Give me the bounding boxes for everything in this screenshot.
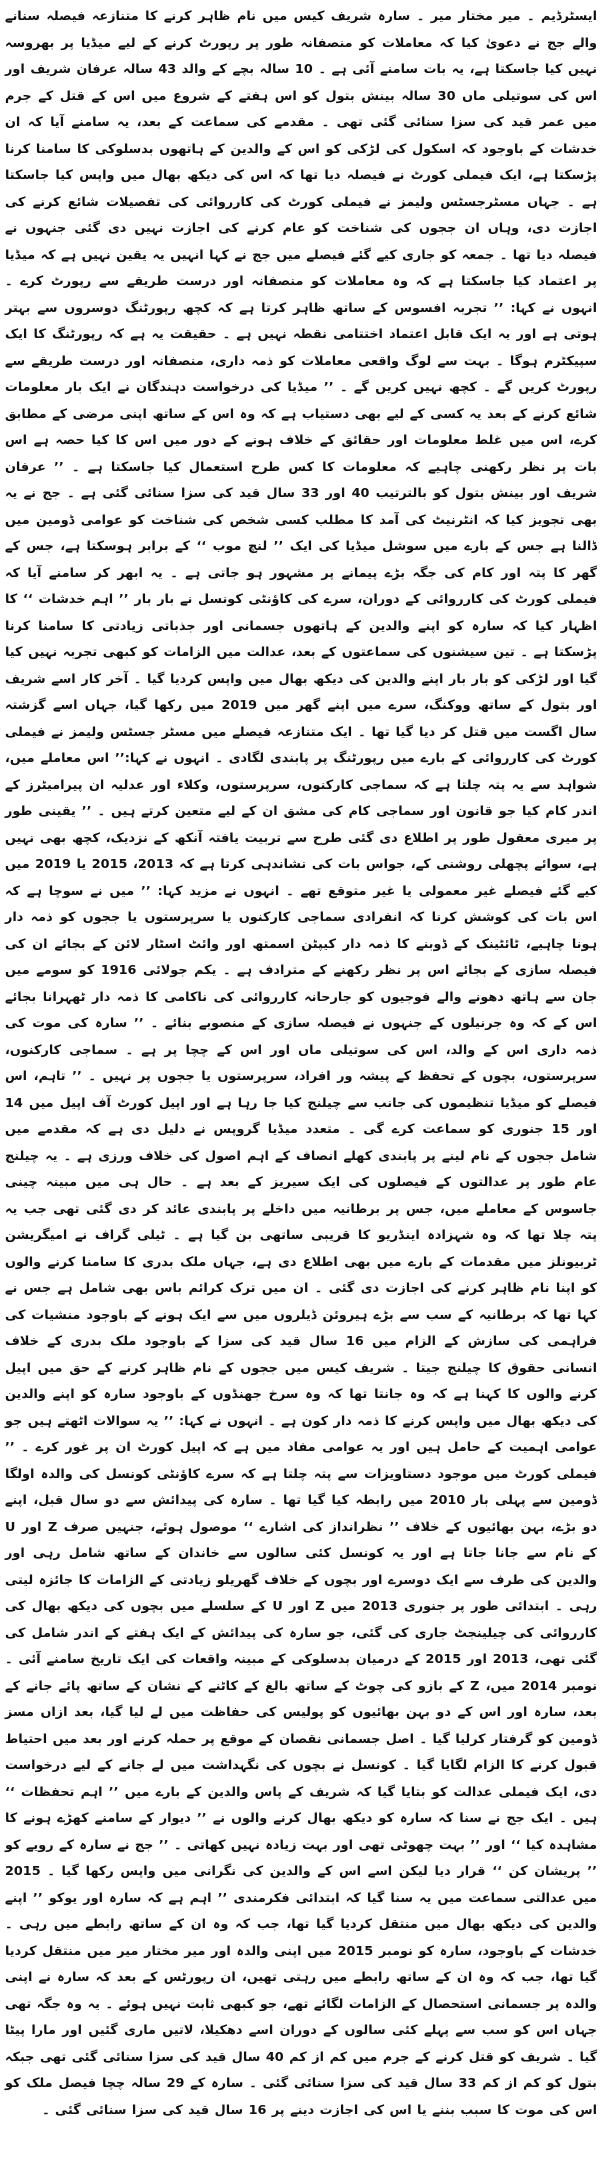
- article-paragraph: ایسٹرڈیم ۔ میر مختار میر ۔ سارہ شریف کیس میں نام ظاہر کرنے کا متنازعہ فیصلہ سنانے والے جج نے دعویٰ کیا کہ معاملات کو منصفانہ طور پر رپورٹ کرنے کے لیے میڈیا پر بھروسہ نہیں کیا جاسکتا ہے، یہ بات سامنے آئی ہے ۔ 10 سالہ بچے کے والد 43 سالہ عرفان شریف اور اس کی سوتیلی ماں 30 سالہ بینش بتول کو اس ہفتے کے شروع میں اس کے قتل کے جرم میں عمر قید کی سزا سنائی گئی تھی ۔ مقدمے کی سماعت کے بعد، یہ سامنے آیا کہ ان خدشات کے باوجود کہ اسکول کی لڑکی کو اس کے والدین کے ہاتھوں بدسلوکی کا سامنا کرنا پڑسکتا ہے، ایک فیملی کورٹ نے فیصلہ دیا تھا کہ اس کی دیکھ بھال میں واپس کیا جاسکتا ہے ۔ جہاں مسٹرجسٹس ولیمز نے فیملی کورٹ کی کارروائی کی تفصیلات شائع کرنے کی اجازت دی، وہاں ان ججوں کی شناخت کو عام کرنے کی اجازت نہیں دی گئی جنہوں نے فیصلہ دیا تھا ۔ جمعہ کو جاری کیے گئے فیصلے میں جج نے کہا انہیں یہ یقین نہیں ہے کہ میڈیا پر اعتماد کیا جاسکتا ہے کہ وہ معاملات کو منصفانہ اور درست طریقے سے رپورٹ کرے ۔ انہوں نے کہا: ’’ تجربہ افسوس کے ساتھ ظاہر کرتا ہے کہ کچھ رپورٹنگ دوسروں سے بہتر ہوتی ہے اور یہ ایک قابل اعتماد اختتامی نقطہ نہیں ہے ۔ حقیقت یہ ہے کہ رپورٹنگ کا ایک سپیکٹرم ہوگا ۔ بہت سے لوگ واقعی معاملات کو ذمہ داری، منصفانہ اور درست طریقے سے رپورٹ کریں گے ۔ کچھ نہیں کریں گے ۔ ’’ میڈیا کی درخواست دہندگان نے ایک بار معلومات شائع کرنے کے بعد یہ کسی کے لیے بھی دستیاب ہے کہ وہ اس کے ساتھ اپنی مرضی کے مطابق کرے، اس میں غلط معلومات اور حقائق کے خلاف ہونے کے دور میں اس کا کیا حصہ ہے اس بات پر نظر رکھنی چاہیے کہ معلومات کا کس طرح استعمال کیا جاسکتا ہے ۔ ’’ عرفان شریف اور بینش بتول کو بالترتیب 40 اور 33 سال قید کی سزا سنائی گئی ہے ۔ جج نے یہ بھی تجویز کیا کہ انٹرنیٹ کی آمد کا مطلب کسی شخص کی شناخت کو عوامی ڈومین میں ڈالنا ہے جس کے بارے میں سوشل میڈیا کی ایک ’’ لنچ موب ‘‘ کے برابر ہوسکتا ہے، جس کے گھر کا پتہ اور کام کی جگہ بڑے پیمانے پر مشہور ہو جاتی ہے ۔ یہ ابھر کر سامنے آیا کہ فیملی کورٹ کی کارروائی کے دوران، سرے کی کاؤنٹی کونسل نے بار بار ’’ اہم خدشات ‘‘ کا اظہار کیا کہ سارہ کو اپنے والدین کے ہاتھوں جسمانی اور جذباتی زیادتی کا سامنا کرنا پڑسکتا ہے ۔ تین سیشنوں کی سماعتوں کے بعد، عدالت میں الزامات کو کبھی تجربہ نہیں کیا گیا اور لڑکی کو بار بار اپنے والدین کی دیکھ بھال میں واپس کردیا گیا ۔ آخر کار اسے شریف اور بتول کے ساتھ ووکنگ، سرے میں اپنے گھر میں 2019 میں رکھا گیا، جہاں اسے گزشتہ سال اگست میں قتل کر دیا گیا تھا ۔ ایک متنازعہ فیصلے میں مسٹر جسٹس ولیمز نے فیملی کورٹ کی کارروائی کے بارے میں رپورٹنگ پر پابندی لگادی ۔ انہوں نے کہا:’’ اس معاملے میں، شواہد سے یہ پتہ چلتا ہے کہ سماجی کارکنوں، سرپرستوں، وکلاء اور عدلیہ ان پیرامیٹرز کے اندر کام کیا جو قانون اور سماجی کام کی مشق ان کے لیے متعین کرتے ہیں ۔ ’’ یقینی طور پر میری معقول طور پر اطلاع دی گئی طرح سے تربیت یافتہ آنکھ کے نزدیک، کچھ بھی نہیں ہے، سوائے پچھلی روشنی کے، جواس بات کی نشاندہی کرتا ہے کہ 2013، 2015 یا 2019 میں کیے گئے فیصلے غیر معمولی یا غیر متوقع تھے ۔ انہوں نے مزید کہا: ’’ میں نے سوچا ہے کہ اس بات کی کوشش کرنا کہ انفرادی سماجی کارکنوں یا سرپرستوں یا ججوں کو ذمہ دار ہونا چاہیے، ٹائٹینک کے ڈوبنے کا ذمہ دار کیپٹن اسمتھ اور وائٹ اسٹار لائن کے بجائے ان کی فیصلہ سازی کے بجائے اس پر نظر رکھنے کے مترادف ہے ۔ یکم جولائی 1916 کو سومے میں جان سے ہاتھ دھونے والے فوجیوں کو جارحانہ کارروائی کی ناکامی کا ذمہ دار ٹھہرانا بجائے اس کے کہ وہ جرنیلوں کے جنہوں نے فیصلہ سازی کے منصوبے بنائے ۔ ’’ سارہ کی موت کی ذمہ داری اس کے والد، اس کی سوتیلی ماں اور اس کے چچا پر ہے ۔ سماجی کارکنوں، سرپرستوں، بچوں کے تحفظ کے پیشہ ور افراد، سرپرستوں یا ججوں پر نہیں ۔ ’’ تاہم، اس فیصلے کو میڈیا تنظیموں کی جانب سے چیلنج کیا جا رہا ہے اور اپیل کورٹ آف اپیل میں 14 اور 15 جنوری کو سماعت کرے گی ۔ متعدد میڈیا گروپس نے دلیل دی ہے کہ مقدمے میں شامل ججوں کے نام لینے پر پابندی کھلے انصاف کے اہم اصول کی خلاف ورزی ہے ۔ یہ چیلنج عام طور پر عدالتوں کے فیصلوں کی ایک سیریز کے بعد ہے ۔ حال ہی میں مبینہ چینی جاسوس کے معاملے میں، جس پر برطانیہ میں داخلے پر پابندی عائد کر دی گئی تھی جب یہ پتہ چلا تھا کہ وہ شہزادہ اینڈریو کا قریبی ساتھی بن گیا ہے ۔ ٹیلی گراف نے امیگریشن ٹربیونلز میں مقدمات کے بارے میں بھی اطلاع دی ہے، جہاں ملک بدری کا سامنا کرنے والوں کو اپنا نام ظاہر کرنے کی اجازت دی گئی ۔ ان میں ترک کرائم باس بھی شامل ہے جس نے کہا تھا کہ برطانیہ کے سب سے بڑے ہیروئن ڈیلروں میں سے ایک ہونے کے باوجود منشیات کی فراہمی کی سازش کے الزام میں 16 سال قید کی سزا کے باوجود ملک بدری کے خلاف انسانی حقوق کا چیلنج جیتا ۔ شریف کیس میں ججوں کے نام ظاہر کرنے کے حق میں اپیل کرنے والوں کا کہنا ہے کہ وہ جانتا تھا کہ وہ سرخ جھنڈوں کے باوجود سارہ کو اپنے والدین کی دیکھ بھال میں واپس کرنے کا ذمہ دار کون ہے ۔ انہوں نے کہا: ’’ یہ سوالات اٹھتے ہیں جو عوامی اہمیت کے حامل ہیں اور یہ عوامی مفاد میں ہے کہ اپیل کورٹ ان پر غور کرے ۔ ’’ فیملی کورٹ میں موجود دستاویزات سے پتہ چلتا ہے کہ سرے کاؤنٹی کونسل کی والدہ اولگا ڈومین سے پہلی بار 2010 میں رابطہ کیا گیا تھا ۔ سارہ کی پیدائش سے دو سال قبل، اپنے دو بڑے، بہن بھائیوں کے خلاف ’’ نظرانداز کی اشارے ‘‘ موصول ہوئے، جنہیں صرف Z اور U کے نام سے جانا جاتا ہے اور یہ کونسل کئی سالوں سے خاندان کے ساتھ شامل رہی اور والدین کی طرف سے ایک دوسرے اور بچوں کے خلاف گھریلو زیادتی کے الزامات کا جائزہ لیتی رہی ۔ ابتدائی طور پر جنوری 2013 میں Z اور U کے سلسلے میں بچوں کی دیکھ بھال کی کارروائی کی چیلینجٹ جاری کی گئی، جو سارہ کی پیدائش کے ایک ہفتے کے اندر شامل کی گئی تھی، 2013 اور 2015 کے درمیان بدسلوکی کے مبینہ واقعات کی ایک تاریخ سامنے آئی ۔ نومبر 2014 میں، Z کے بازو کی چوٹ کے ساتھ بالغ کے کاٹنے کے نشان کے ساتھ پائے جانے کے بعد، سارہ اور اس کے دو بہن بھائیوں کو پولیس کی حفاظت میں لے لیا گیا، بعد ازاں مسز ڈومین کو گرفتار کرلیا گیا ۔ اصل جسمانی نقصان کے موقع پر حملہ کرنے اور بعد میں احتیاط قبول کرنے کا الزام لگایا گیا ۔ کونسل نے بچوں کی نگہداشت میں لے جانے کے لیے درخواست دی، ایک فیملی عدالت کو بتایا گیا کہ شریف کے پاس والدین کے بارے میں ’’ اہم تحفظات ‘‘ ہیں ۔ ایک جج نے سنا کہ سارہ کو دیکھ بھال کرنے والوں نے ’’ دیوار کے سامنے کھڑے ہونے کا مشاہدہ کیا ‘‘ اور ’’ بہت چھوٹی تھی اور بہت زیادہ نہیں کھاتی ۔ ’’ جج نے سارہ کے رویے کو ’’ پریشان کن ‘‘ قرار دیا لیکن اسے اس کے والدین کی نگرانی میں واپس رکھا گیا ۔ 2015 میں عدالتی سماعت میں یہ سنا گیا کہ ابتدائی فکرمندی ’’ اہم ہے کہ سارہ اور یوکو ’’ اپنے والدین کی دیکھ بھال میں منتقل کردیا گیا تھا، جب کہ وہ ان کے ساتھ رابطے میں رہی ۔ خدشات کے باوجود، سارہ کو نومبر 2015 میں اپنی والدہ اور میر مختار میر میں منتقل کردیا گیا تھا، جب کہ وہ ان کے ساتھ رابطے میں رہتی تھیں، ان رپورٹس کے بعد کہ سارہ نے اپنی والدہ پر جسمانی استحصال کے الزامات لگائے تھے، جو کبھی ثابت نہیں ہوئے ۔ یہ وہ جگہ تھی جہاں اس کو سب سے پہلے کئی سالوں کے دوران اسے دھکیلا، لاتیں ماری گئیں اور مارا پیٹا گیا ۔ شریف کو قتل کرنے کے جرم میں کم از کم 40 سال قید کی سزا سنائی گئی تھی جبکہ بتول کو کم از کم 33 سال قید کی سزا سنائی گئی ۔ سارہ کے 29 سالہ چچا فیصل ملک کو اس کی موت کا سبب بننے یا اس کی اجازت دینے پر 16 سال قید کی سزا سنائی گئی ۔: [5, 9, 598, 2118]
